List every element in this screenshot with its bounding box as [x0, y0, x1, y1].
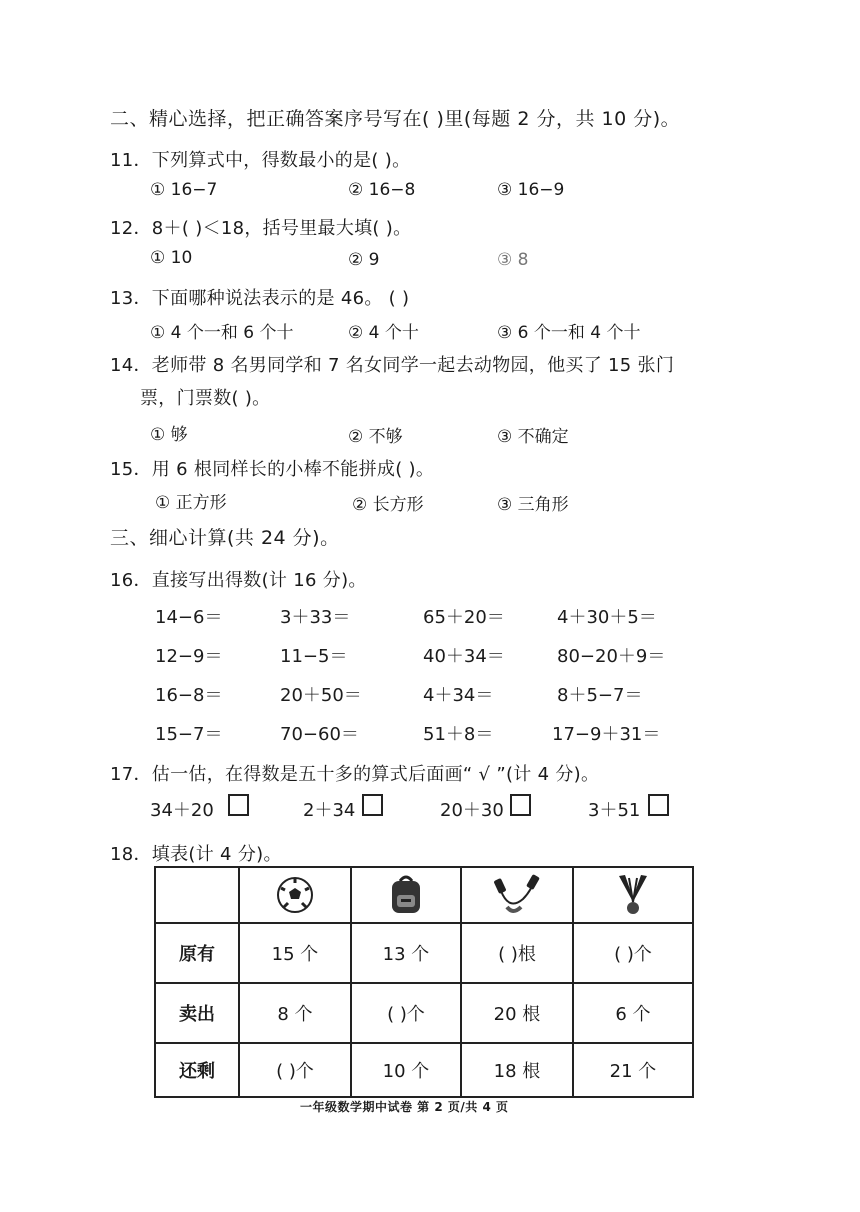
table-corner-cell: [155, 867, 239, 923]
table-row-label: 卖出: [155, 983, 239, 1043]
calc-item: 80−20＋9＝: [557, 646, 666, 667]
page-footer: 一年级数学期中试卷 第 2 页/共 4 页: [300, 1100, 509, 1114]
question-13-option-2: ② 4 个十: [348, 323, 419, 343]
calc-item: 17−9＋31＝: [552, 724, 661, 745]
question-12-option-2: ② 9: [348, 250, 380, 270]
estimate-item: 2＋34: [303, 800, 356, 821]
table-cell: ( )个: [573, 923, 693, 983]
calc-item: 65＋20＝: [423, 607, 505, 628]
question-18-stem: 18．填表(计 4 分)。: [110, 844, 282, 865]
question-12-option-1: ① 10: [150, 248, 193, 268]
table-cell: 6 个: [573, 983, 693, 1043]
table-cell: 21 个: [573, 1043, 693, 1097]
question-14-option-1: ① 够: [150, 425, 188, 445]
shuttlecock-icon: [613, 872, 653, 918]
table-cell: 13 个: [351, 923, 461, 983]
question-15-option-2: ② 长方形: [352, 495, 424, 515]
calc-item: 70−60＝: [280, 724, 359, 745]
calc-item: 20＋50＝: [280, 685, 362, 706]
calc-item: 16−8＝: [155, 685, 223, 706]
section-3-title: 三、细心计算(共 24 分)。: [110, 527, 340, 549]
calc-item: 12−9＝: [155, 646, 223, 667]
question-13-option-3: ③ 6 个一和 4 个十: [497, 323, 641, 343]
calc-item: 4＋34＝: [423, 685, 494, 706]
section-2-title: 二、精心选择，把正确答案序号写在( )里(每题 2 分，共 10 分)。: [110, 108, 681, 130]
calc-item: 4＋30＋5＝: [557, 607, 657, 628]
jump-rope-icon: [493, 873, 541, 917]
calc-item: 14−6＝: [155, 607, 223, 628]
table-cell: ( )个: [351, 983, 461, 1043]
table-cell: 8 个: [239, 983, 351, 1043]
question-14-stem: 14．老师带 8 名男同学和 7 名女同学一起去动物园，他买了 15 张门: [110, 355, 675, 376]
table-row-label: 还剩: [155, 1043, 239, 1097]
calc-item: 8＋5−7＝: [557, 685, 643, 706]
table-cell: 10 个: [351, 1043, 461, 1097]
table-header-cell: [239, 867, 351, 923]
estimate-item: 34＋20: [150, 800, 214, 821]
question-12-option-3: ③ 8: [497, 250, 529, 270]
question-11-option-1: ① 16−7: [150, 180, 218, 200]
calc-item: 40＋34＝: [423, 646, 505, 667]
question-17-stem: 17．估一估，在得数是五十多的算式后面画“ √ ”(计 4 分)。: [110, 764, 600, 785]
checkbox[interactable]: [362, 794, 383, 816]
calc-item: 11−5＝: [280, 646, 348, 667]
table-cell: 15 个: [239, 923, 351, 983]
checkbox[interactable]: [510, 794, 531, 816]
checkbox[interactable]: [228, 794, 249, 816]
fill-in-table: [154, 866, 694, 1098]
checkbox[interactable]: [648, 794, 669, 816]
table-row-label: 原有: [155, 923, 239, 983]
table-cell: 18 根: [461, 1043, 573, 1097]
question-14-stem-continued: 票，门票数( )。: [140, 388, 271, 409]
question-11-stem: 11．下列算式中，得数最小的是( )。: [110, 150, 411, 171]
estimate-item: 20＋30: [440, 800, 504, 821]
question-13-stem: 13．下面哪种说法表示的是 46。 ( ): [110, 288, 410, 309]
table-cell: 20 根: [461, 983, 573, 1043]
question-14-option-2: ② 不够: [348, 427, 403, 447]
calc-item: 51＋8＝: [423, 724, 494, 745]
table-cell: ( )根: [461, 923, 573, 983]
calc-item: 15−7＝: [155, 724, 223, 745]
question-15-option-3: ③ 三角形: [497, 495, 569, 515]
question-13-option-1: ① 4 个一和 6 个十: [150, 323, 294, 343]
question-11-option-2: ② 16−8: [348, 180, 416, 200]
table-cell: ( )个: [239, 1043, 351, 1097]
question-16-stem: 16．直接写出得数(计 16 分)。: [110, 570, 367, 591]
question-11-option-3: ③ 16−9: [497, 180, 565, 200]
question-14-option-3: ③ 不确定: [497, 427, 569, 447]
question-15-option-1: ① 正方形: [155, 493, 227, 513]
estimate-item: 3＋51: [588, 800, 641, 821]
question-15-stem: 15．用 6 根同样长的小棒不能拼成( )。: [110, 459, 435, 480]
soccer-ball-icon: [275, 875, 315, 915]
question-12-stem: 12．8＋( )＜18，括号里最大填( )。: [110, 218, 412, 239]
calc-item: 3＋33＝: [280, 607, 351, 628]
table-header-cell: [573, 867, 693, 923]
table-header-cell: [461, 867, 573, 923]
backpack-icon: [386, 873, 426, 917]
table-header-cell: [351, 867, 461, 923]
